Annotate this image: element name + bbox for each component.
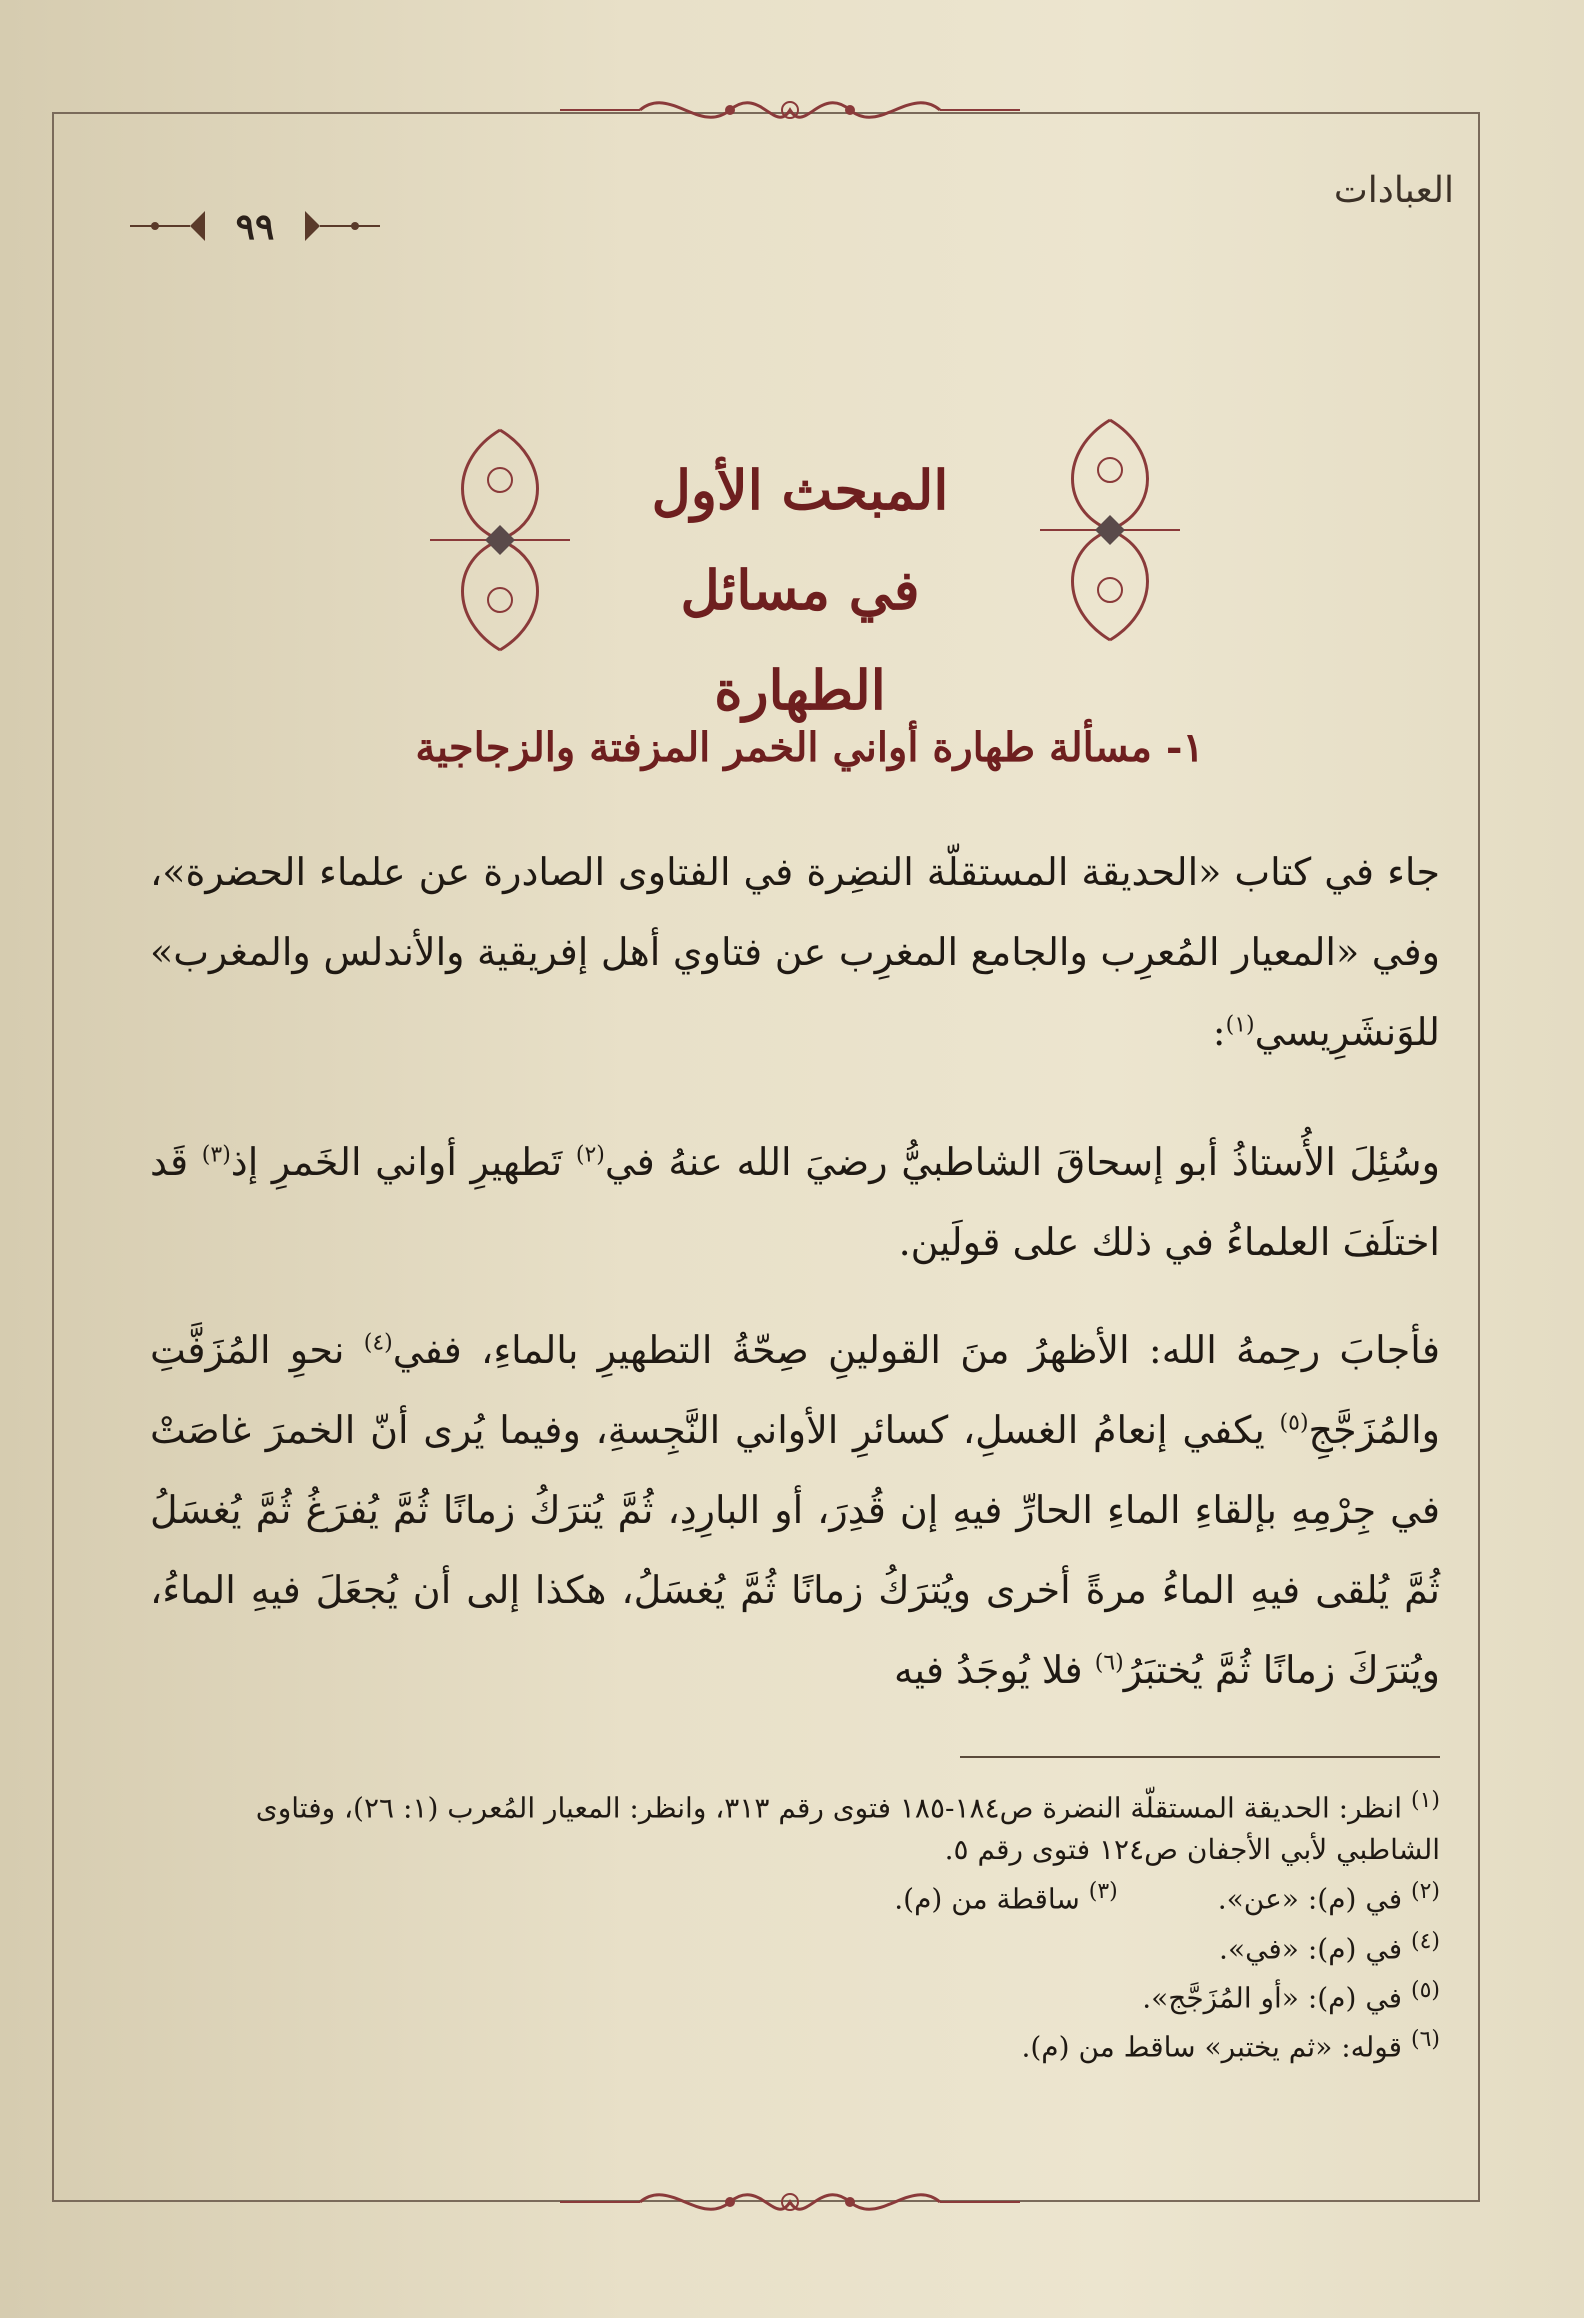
footnote-number: (٣)	[1088, 1879, 1118, 1905]
paragraph-2-text-a: وسُئِلَ الأُستاذُ أبو إسحاقَ الشاطبيُّ رضيَ الله عنهُ في	[604, 1140, 1440, 1184]
footnote-text: في (م): «عن».	[1217, 1882, 1403, 1916]
running-head: العبادات	[1333, 170, 1454, 211]
footnote-text: ساقطة من (م).	[894, 1882, 1080, 1916]
footnote-number: (١)	[1410, 1788, 1440, 1813]
paragraph-2	[150, 1122, 1440, 1282]
footnote-6	[190, 2019, 1440, 2068]
footnote-number: (٦)	[1410, 2027, 1440, 2053]
footnote-1	[190, 1780, 1440, 1871]
footnote-ref-1: (١)	[1225, 1012, 1255, 1038]
paragraph-1-text: جاء في كتاب «الحديقة المستقلّة النضِرة في الفتاوى الصادرة عن علماء الحضرة»، وفي «المعيار المُعرِب والجامع المغرِب عن فتاوي أهل إفريقية والأندلس والمغرب» للوَنشَرِيسي	[150, 850, 1440, 1054]
paragraph-3-text-a: فأجابَ رحِمهُ الله: الأظهرُ منَ القولينِ صِحّةُ التطهيرِ بالماءِ، ففي	[392, 1328, 1440, 1372]
footnote-2	[1218, 1871, 1440, 1920]
footnotes	[190, 1780, 1440, 2069]
paragraph-1	[150, 832, 1440, 1072]
footnote-2-3	[190, 1871, 1440, 1920]
footnote-text: في (م): «أو المُزَجَّج».	[1142, 1981, 1403, 2015]
footnote-5	[190, 1970, 1440, 2019]
paragraph-3	[150, 1310, 1440, 1710]
paragraph-3-text-d: فلا يُوجَدُ فيه	[894, 1648, 1083, 1692]
footnote-text: قوله: «ثم يختبر» ساقط من (م).	[1021, 2030, 1403, 2064]
footnote-number: (٥)	[1410, 1977, 1440, 2003]
paragraph-3-text-c: يكفي إنعامُ الغسلِ، كسائرِ الأواني النَّجِسةِ، وفيما يُرى أنّ الخمرَ غاصَتْ في جِرْمِهِ بإلقاءِ الماءِ الحارِّ فيهِ إن قُدِرَ، أو البارِدِ، ثُمَّ يُترَكُ زمانًا ثُمَّ يُفرَغُ ثُمَّ يُغسَلُ ثُمَّ يُلقى فيهِ الماءُ مرةً أخرى ويُترَكُ زمانًا ثُمَّ يُغسَلُ، هكذا إلى أن يُجعَلَ فيهِ الماءُ، ويُترَكَ زمانًا ثُمَّ يُختبَرُ	[150, 1408, 1440, 1692]
paragraph-2-text-c: قَد اختلَفَ العلماءُ في ذلك على قولَين.	[150, 1140, 1440, 1264]
footnote-4	[190, 1921, 1440, 1970]
footnote-text: في (م): «في».	[1219, 1931, 1403, 1965]
footnote-text: انظر: الحديقة المستقلّة النضرة ص١٨٤-١٨٥ فتوى رقم ٣١٣، وانظر: المعيار المُعرب (١: ٢٦)، وفتاوى الشاطبي لأبي الأجفان ص١٢٤ فتوى رقم ٥.	[255, 1791, 1440, 1867]
title-left-ornament-icon	[420, 420, 580, 660]
top-ornament-icon	[560, 80, 1020, 140]
chapter-title-line-2: في مسائل الطهارة	[680, 558, 920, 722]
paragraph-1-end: :	[1212, 1010, 1226, 1054]
bottom-ornament-icon	[560, 2172, 1020, 2232]
footnote-divider	[960, 1756, 1440, 1758]
paragraph-3-text-b: نحوِ المُزَفَّتِ والمُزَجَّجِ	[150, 1328, 1440, 1452]
footnote-3	[894, 1871, 1117, 1920]
footnote-ref-6: (٦)	[1094, 1650, 1124, 1676]
paragraph-2-text-b: تَطهيرِ أواني الخَمرِ إذ	[230, 1140, 563, 1184]
section-heading: ١- مسألة طهارة أواني الخمر المزفتة والزجاجية	[415, 724, 1204, 771]
chapter-title	[600, 440, 1000, 740]
chapter-title-line-1: المبحث الأول	[651, 458, 949, 522]
footnote-number: (٢)	[1410, 1879, 1440, 1905]
footnote-ref-2: (٢)	[575, 1142, 605, 1168]
footnote-ref-4: (٤)	[363, 1330, 393, 1356]
title-right-ornament-icon	[1030, 410, 1190, 650]
footnote-number: (٤)	[1410, 1928, 1440, 1954]
footnote-ref-5: (٥)	[1279, 1410, 1309, 1436]
page-number: ٩٩	[235, 206, 275, 248]
footnote-ref-3: (٣)	[201, 1142, 231, 1168]
